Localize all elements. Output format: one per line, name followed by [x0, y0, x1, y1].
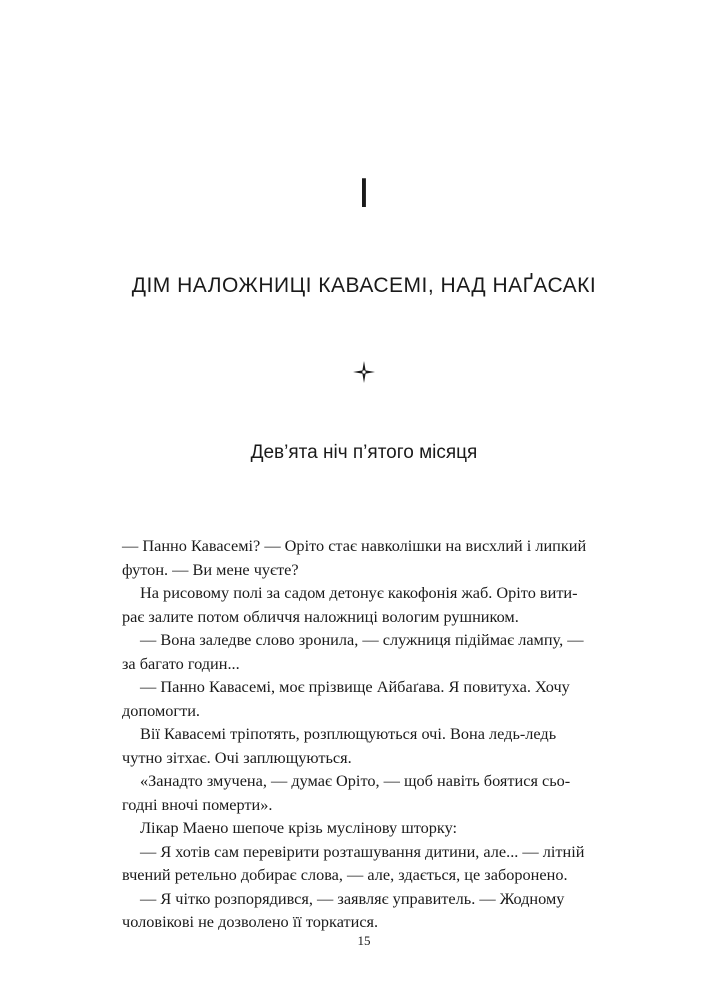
text-line: рає залите потом обличчя наложниці вологим рушником. — [122, 606, 519, 626]
text-line: Вії Кавасемі тріпотять, розплющуються очі. Вона ледь-ледь — [140, 724, 557, 743]
chapter-number: I — [358, 169, 370, 216]
text-line: вчений ретельно добирає слова, — але, здається, це заборонено. — [122, 865, 568, 884]
text-line: — Я чітко розпорядився, — заявляє управитель. — Жодному — [140, 888, 565, 908]
body-text — [122, 534, 602, 934]
text-line: допомогти. — [122, 700, 200, 720]
text-line: — Панно Кавасемі? — Оріто стає навколішки на висхлий і липкий — [122, 536, 587, 555]
text-line: — Панно Кавасемі, моє прізвище Айбаґава. Я повитуха. Хочу — [140, 677, 570, 696]
text-line: На рисовому полі за садом детонує какофонія жаб. Оріто вити- — [140, 583, 578, 602]
text-line: — Я хотів сам перевірити розташування дитини, але... — літній — [140, 841, 585, 861]
text-line: годні вночі померти». — [122, 794, 273, 814]
chapter-subtitle: Дев’ята ніч п’ятого місяця — [250, 442, 478, 463]
text-line: футон. — Ви мене чуєте? — [122, 559, 299, 579]
text-line: чоловікові не дозволено її торкатися. — [122, 912, 379, 931]
four-point-star-icon — [352, 360, 376, 384]
text-line: — Вона заледве слово зронила, — служниця підіймає лампу, — — [140, 630, 584, 649]
page-number: 15 — [357, 933, 371, 948]
text-line: «Занадто змучена, — думає Оріто, — щоб навіть боятися сьо- — [140, 771, 571, 790]
text-line: чутно зітхає. Очі заплющуються. — [122, 747, 352, 767]
chapter-title: ДІМ НАЛОЖНИЦІ КАВАСЕМІ, НАД НАҐАСАКІ — [131, 274, 597, 297]
text-line: Лікар Маено шепоче крізь муслінову шторку: — [140, 818, 458, 837]
text-line: за багато годин... — [122, 653, 240, 673]
